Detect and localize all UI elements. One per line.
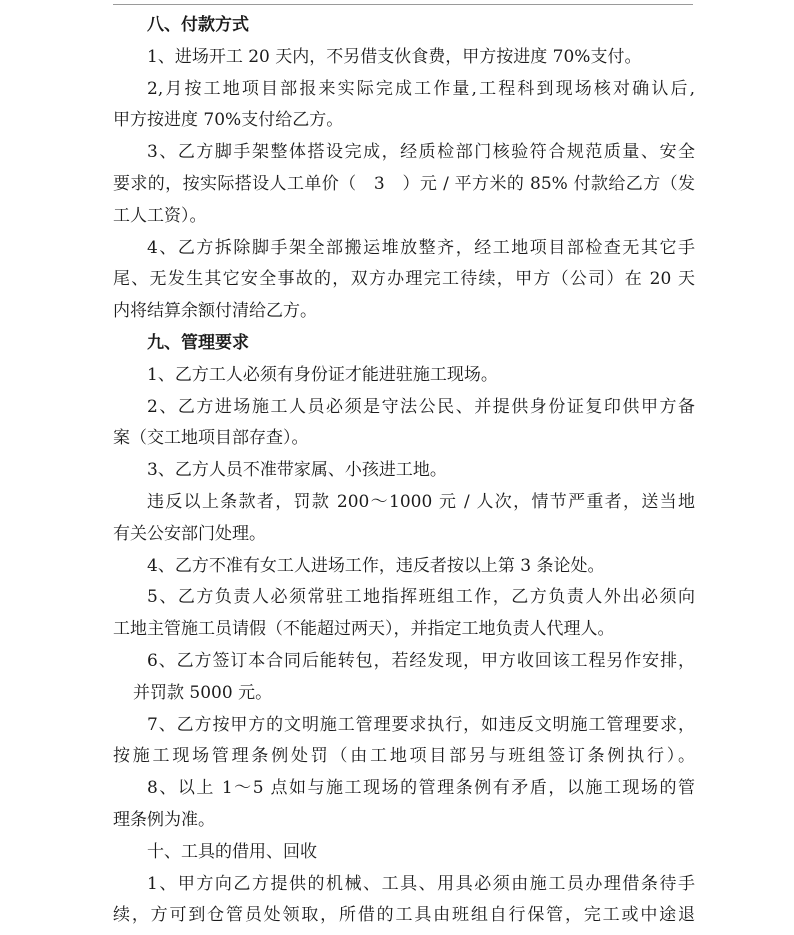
section-10-item-1-line-1: 1、甲方向乙方提供的机械、工具、用具必须由施工员办理借条待手 bbox=[147, 873, 695, 894]
section-8-item-3-line-1: 3、乙方脚手架整体搭设完成，经质检部门核验符合规范质量、安全 bbox=[147, 142, 695, 163]
section-9-item-3: 3、乙方人员不准带家属、小孩进工地。 bbox=[147, 460, 447, 481]
section-9-item-5-line-1: 5、乙方负责人必须常驻工地指挥班组工作，乙方负责人外出必须向 bbox=[147, 587, 695, 608]
section-8-item-2-line-1: 2,月按工地项目部报来实际完成工作量,工程科到现场核对确认后, bbox=[147, 78, 695, 99]
section-8-item-4-line-2: 尾、无发生其它安全事故的，双方办理完工待续，甲方（公司）在 20 天 bbox=[113, 269, 695, 290]
section-9-item-2-line-2: 案（交工地项目部存查）。 bbox=[113, 428, 309, 449]
section-9-item-6-line-1: 6、乙方签订本合同后能转包，若经发现，甲方收回该工程另作安排， bbox=[147, 650, 695, 671]
section-8-item-4-line-3: 内将结算余额付清给乙方。 bbox=[113, 301, 317, 322]
section-10-item-1-line-2: 续，方可到仓管员处领取，所借的工具由班组自行保管，完工或中途退 bbox=[113, 905, 695, 926]
section-8-item-3-line-3: 工人工资）。 bbox=[113, 205, 207, 226]
section-9-item-2-line-1: 2、乙方进场施工人员必须是守法公民、并提供身份证复印供甲方备 bbox=[147, 396, 695, 417]
section-10-title: 十、工具的借用、回收 bbox=[147, 841, 317, 862]
section-8-item-4-line-1: 4、乙方拆除脚手架全部搬运堆放整齐，经工地项目部检查无其它手 bbox=[147, 237, 695, 258]
section-9-item-6-line-2: 并罚款 5000 元。 bbox=[133, 682, 273, 703]
section-9-penalty-line-2: 有关公安部门处理。 bbox=[113, 523, 266, 544]
section-9-item-7-line-1: 7、乙方按甲方的文明施工管理要求执行，如违反文明施工管理要求， bbox=[147, 714, 695, 735]
document-page bbox=[113, 10, 695, 932]
section-9-item-4: 4、乙方不准有女工人进场工作，违反者按以上第 3 条论处。 bbox=[147, 555, 605, 576]
section-8-item-3-line-2: 要求的，按实际搭设人工单价（ 3 ）元 / 平方米的 85% 付款给乙方（发 bbox=[113, 173, 695, 194]
section-9-item-8-line-2: 理条例为准。 bbox=[113, 809, 215, 830]
section-8-item-1: 1、进场开工 20 天内，不另借支伙食费，甲方按进度 70%支付。 bbox=[147, 46, 642, 67]
section-9-item-8-line-1: 8、以上 1～5 点如与施工现场的管理条例有矛盾，以施工现场的管 bbox=[147, 778, 695, 799]
section-9-item-1: 1、乙方工人必须有身份证才能进驻施工现场。 bbox=[147, 364, 498, 385]
section-8-title: 八、付款方式 bbox=[147, 15, 249, 35]
section-9-penalty-line-1: 违反以上条款者，罚款 200～1000 元 / 人次，情节严重者，送当地 bbox=[147, 491, 695, 512]
section-9-item-5-line-2: 工地主管施工员请假（不能超过两天），并指定工地负责人代理人。 bbox=[113, 619, 615, 640]
section-9-item-7-line-2: 按施工现场管理条例处罚（由工地项目部另与班组签订条例执行）。 bbox=[113, 746, 695, 767]
section-9-title: 九、管理要求 bbox=[147, 332, 249, 353]
page-top-rule bbox=[113, 4, 693, 5]
section-8-item-2-line-2: 甲方按进度 70%支付给乙方。 bbox=[113, 110, 344, 131]
